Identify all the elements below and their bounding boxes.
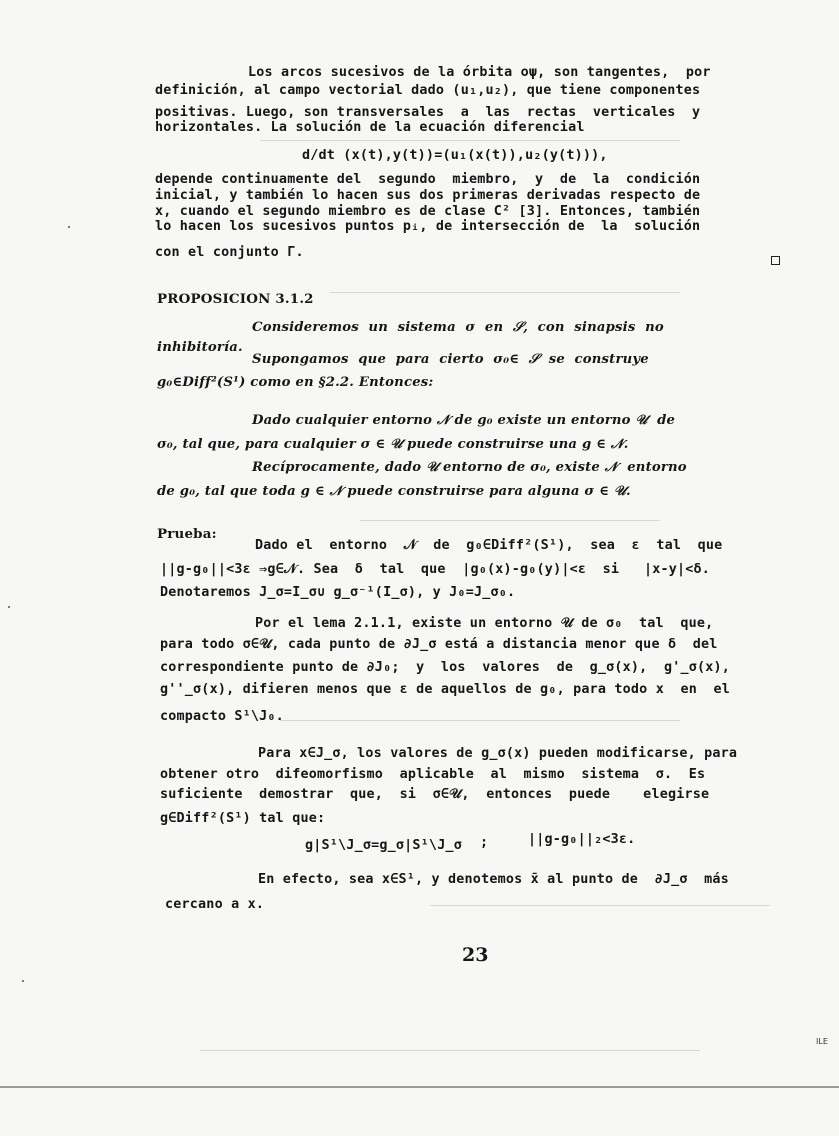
proof-line: correspondiente punto de ∂J₀; y los valores de g_σ(x), g'_σ(x),	[160, 660, 731, 675]
proposition-line: inhibitoría.	[157, 340, 243, 355]
corner-mark: ILE	[816, 1037, 828, 1046]
proposition-line: Supongamos que para cierto σ₀∈ 𝒮 se construye	[252, 352, 649, 367]
bleed-through-line	[430, 905, 770, 906]
text-line: En efecto, sea x∈S¹, y denotemos x̄ al punto de ∂J_σ más	[258, 872, 729, 887]
proposition-line: Consideremos un sistema σ en 𝒮, con sinapsis no	[252, 320, 664, 335]
text-line: cercano a x.	[165, 897, 265, 912]
proposition-line: Dado cualquier entorno 𝒩 de g₀ existe un entorno 𝒰 de	[252, 413, 676, 428]
proof-line: ||g-g₀||<3ε ⇒g∈𝒩. Sea δ tal que |g₀(x)-g₀(y)|<ε si |x-y|<δ.	[160, 562, 711, 577]
equation-line: d/dt (x(t),y(t))=(u₁(x(t)),u₂(y(t))),	[302, 148, 608, 163]
bleed-through-line	[260, 140, 680, 141]
proof-line: Para x∈J_σ, los valores de g_σ(x) pueden modificarse, para	[258, 746, 738, 761]
text-line: Los arcos sucesivos de la órbita oψ, son tangentes, por	[248, 65, 711, 80]
proof-line: g''_σ(x), difieren menos que ε de aquellos de g₀, para todo x en el	[160, 682, 731, 697]
proposition-line: Recíprocamente, dado 𝒰 entorno de σ₀, existe 𝒩 entorno	[252, 460, 687, 475]
proof-line: suficiente demostrar que, si σ∈𝒰, entonces puede elegirse	[160, 787, 710, 802]
page-number: 23	[462, 944, 489, 966]
text-line: positivas. Luego, son transversales a las rectas verticales y	[155, 105, 701, 120]
proposition-line: σ₀, tal que, para cualquier σ ∈ 𝒰 puede construirse una g ∈ 𝒩.	[157, 437, 629, 452]
proof-line: g∈Diff²(S¹) tal que:	[160, 811, 326, 826]
proof-line: para todo σ∈𝒰, cada punto de ∂J_σ está a distancia menor que δ del	[160, 637, 718, 652]
text-line: depende continuamente del segundo miembro, y de la condición	[155, 172, 701, 187]
text-line: inicial, y también lo hacen sus dos primeras derivadas respecto de	[155, 188, 701, 203]
page-edge	[0, 1086, 839, 1088]
text-line: definición, al campo vectorial dado (u₁,u₂), que tiene componentes	[155, 83, 701, 98]
text-line: con el conjunto Γ.	[155, 245, 304, 260]
proof-label: Prueba:	[157, 526, 217, 542]
proof-line: Por el lema 2.1.1, existe un entorno 𝒰 de σ₀ tal que,	[255, 616, 714, 631]
speck	[68, 226, 70, 228]
proof-line: obtener otro difeomorfismo aplicable al mismo sistema σ. Es	[160, 767, 706, 782]
equation-separator: ;	[480, 835, 489, 850]
speck	[8, 606, 10, 608]
bleed-through-line	[330, 292, 680, 293]
bleed-through-line	[200, 1050, 700, 1051]
proposition-line: de g₀, tal que toda g ∈ 𝒩 puede construirse para alguna σ ∈ 𝒰.	[157, 484, 631, 499]
proof-line: Denotaremos J_σ=I_σ∪ g_σ⁻¹(I_σ), y J₀=J_σ₀.	[160, 585, 516, 600]
equation-left: g|S¹\J_σ=g_σ|S¹\J_σ	[305, 838, 462, 853]
bleed-through-line	[360, 520, 660, 521]
text-line: lo hacen los sucesivos puntos pᵢ, de intersección de la solución	[155, 219, 701, 234]
text-line: horizontales. La solución de la ecuación diferencial	[155, 120, 585, 135]
proposition-line: g₀∈Diff²(S¹) como en §2.2. Entonces:	[157, 375, 434, 390]
proof-line: Dado el entorno 𝒩 de g₀∈Diff²(S¹), sea ε tal que	[255, 538, 723, 553]
proof-line: compacto S¹\J₀.	[160, 709, 284, 724]
proposition-heading: PROPOSICION 3.1.2	[157, 291, 314, 307]
qed-box	[771, 256, 780, 265]
equation-right: ||g-g₀||₂<3ε.	[528, 832, 636, 847]
bleed-through-line	[280, 720, 680, 721]
speck	[22, 980, 24, 982]
text-line: x, cuando el segundo miembro es de clase C² [3]. Entonces, también	[155, 204, 701, 219]
